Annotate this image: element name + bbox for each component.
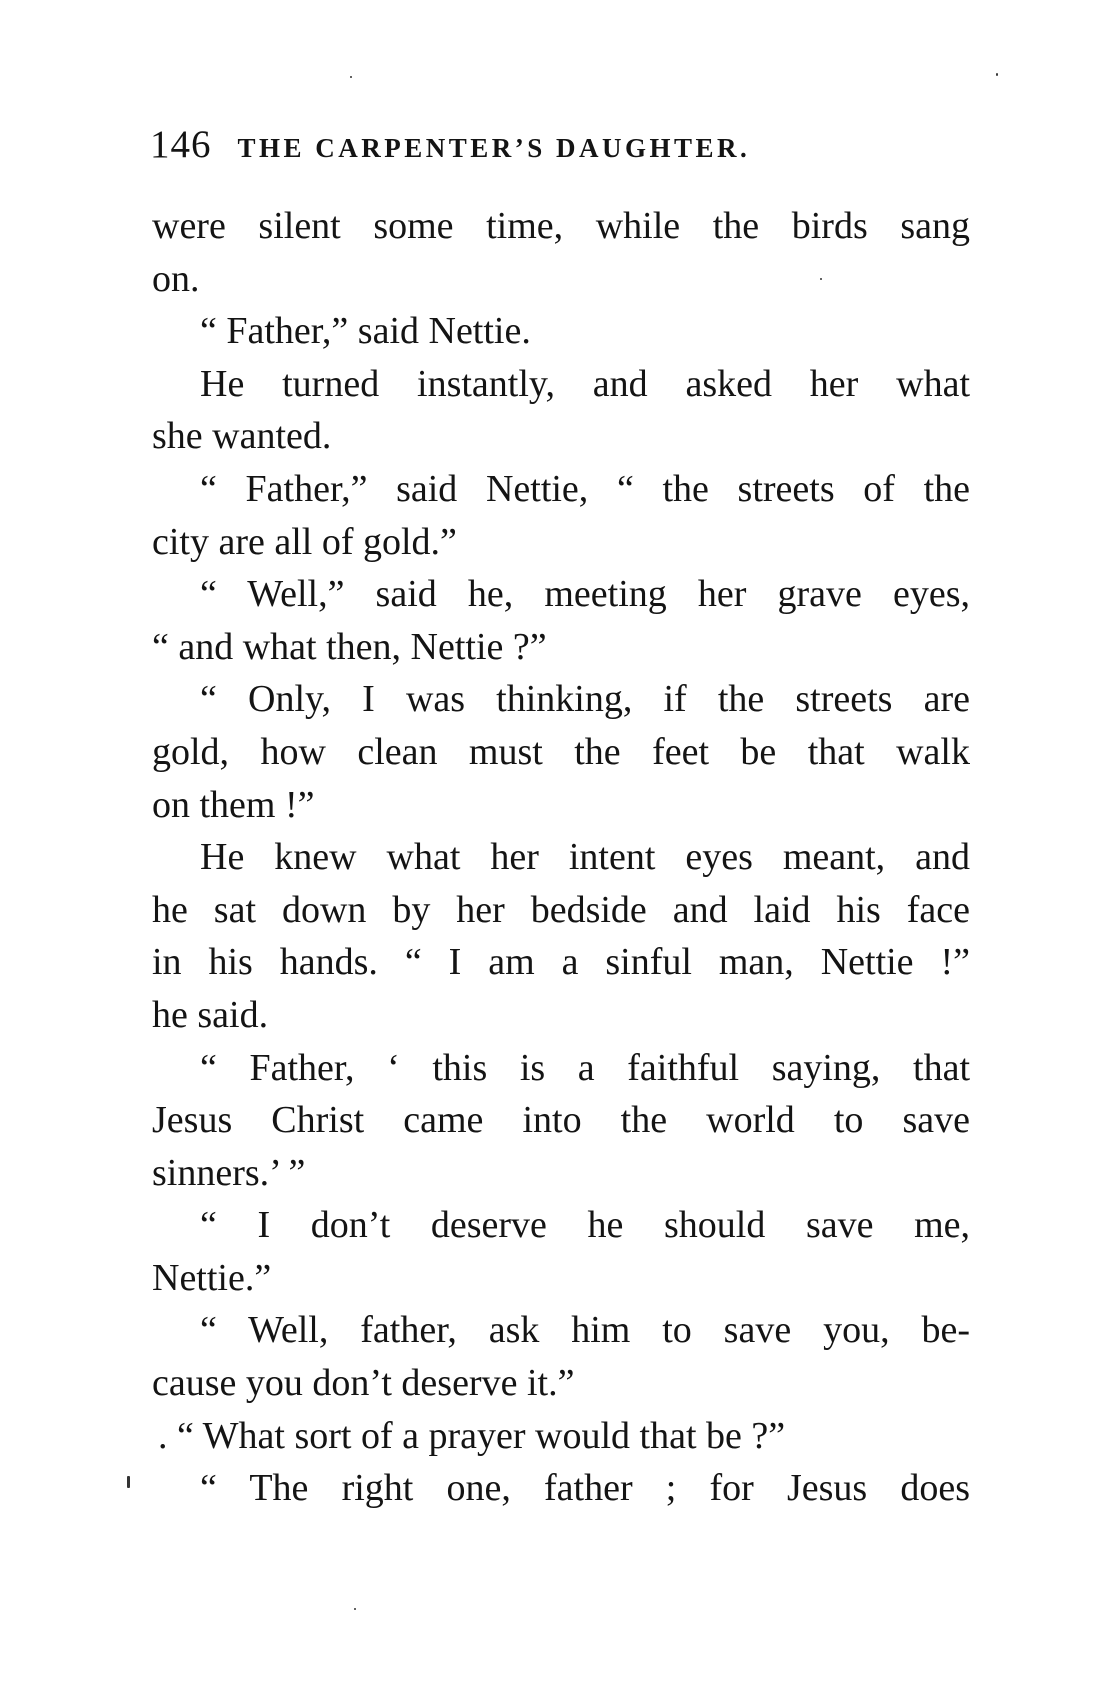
text-line: “ Well, father, ask him to save you, be- <box>200 1309 970 1352</box>
text-line: . “ What sort of a prayer would that be ?” <box>158 1414 786 1457</box>
text-line: she wanted. <box>152 415 332 458</box>
text-line: cause you don’t deserve it.” <box>152 1362 575 1405</box>
text-line: were silent some time, while the birds sang <box>152 205 970 247</box>
text-line: He turned instantly, and asked her what <box>200 362 970 405</box>
scan-speck <box>820 278 822 280</box>
body-text <box>152 200 970 1515</box>
text-line: He knew what her intent eyes meant, and <box>200 836 970 879</box>
text-line: “ and what then, Nettie ?” <box>152 625 547 668</box>
scan-speck <box>996 73 998 76</box>
scan-speck <box>350 76 352 78</box>
text-line: “ Only, I was thinking, if the streets are <box>200 678 970 721</box>
text-line: sinners.’ ” <box>152 1151 306 1194</box>
text-line: “ Well,” said he, meeting her grave eyes, <box>200 573 970 616</box>
text-line: he sat down by her bedside and laid his face <box>152 888 970 931</box>
text-line: city are all of gold.” <box>152 520 457 563</box>
text-line: “ The right one, father ; for Jesus does <box>200 1467 970 1510</box>
text-line: in his hands. “ I am a sinful man, Nettie !” <box>152 941 970 984</box>
page-number: 146 <box>150 123 212 166</box>
text-line: Nettie.” <box>152 1256 272 1299</box>
text-line: he said. <box>152 993 269 1036</box>
text-line: “ Father,” said Nettie, “ the streets of the <box>200 467 970 510</box>
page-header <box>150 122 980 178</box>
text-line: “ I don’t deserve he should save me, <box>200 1204 970 1247</box>
text-line: “ Father,” said Nettie. <box>200 310 531 353</box>
text-line: “ Father, ‘ this is a faithful saying, that <box>200 1046 970 1089</box>
running-title: THE CARPENTER’S DAUGHTER. <box>237 133 751 163</box>
text-line: on. <box>152 257 200 300</box>
scan-speck <box>127 1476 130 1488</box>
text-line: gold, how clean must the feet be that walk <box>152 730 970 773</box>
text-line: on them !” <box>152 783 315 826</box>
text-line: Jesus Christ came into the world to save <box>152 1099 970 1142</box>
scan-speck <box>354 1608 356 1610</box>
